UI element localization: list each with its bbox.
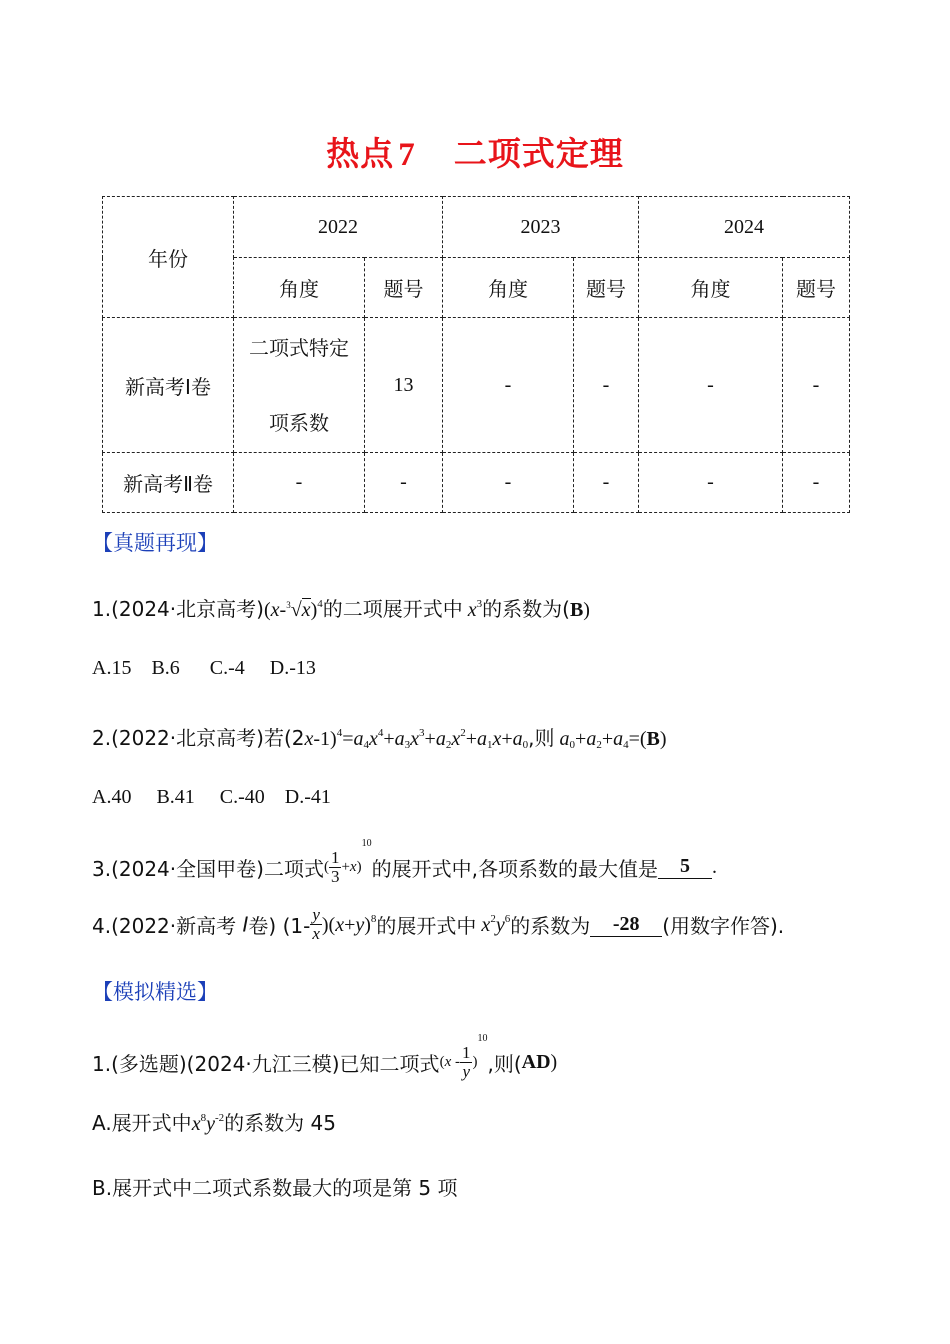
q3-prefix: 3.(2024·全国甲卷)二项式 bbox=[92, 856, 324, 881]
q1-answer: B bbox=[569, 599, 584, 621]
title-prefix: 热点 bbox=[326, 134, 395, 173]
q4-suffix: 的系数为 bbox=[510, 914, 591, 938]
fraction-one-over-y: $\frac{1}{y}$ bbox=[461, 1042, 471, 1081]
row-label-exam-1: 新高考Ⅰ卷 bbox=[103, 318, 234, 453]
title-number: 7 bbox=[398, 137, 416, 173]
year-2022: 2022 bbox=[234, 197, 443, 258]
row-label-exam-2: 新高考Ⅱ卷 bbox=[103, 453, 234, 513]
table-cell: - bbox=[234, 453, 365, 513]
year-header: 年份 bbox=[103, 197, 234, 318]
number-header: 题号 bbox=[783, 258, 850, 318]
q4-roman: Ⅰ bbox=[242, 912, 249, 937]
m1-then: ,则( bbox=[487, 1051, 522, 1076]
table-cell: - bbox=[443, 318, 574, 453]
q3-answer: 5 bbox=[658, 855, 712, 879]
number-header: 题号 bbox=[365, 258, 443, 318]
q1-middle: 的二项展开式中 bbox=[322, 597, 463, 621]
m1-prefix: 1.(多选题)(2024·九江三模)已知二项式 bbox=[92, 1051, 440, 1076]
q1-options-text: A.15 B.6 C.-4 D.-13 bbox=[92, 657, 316, 679]
number-header: 题号 bbox=[574, 258, 639, 318]
q4-prefix: 4.(2022·新高考 bbox=[92, 914, 243, 938]
optB-text: B.展开式中二项式系数最大的项是第 5 项 bbox=[92, 1176, 458, 1200]
option-a: A.展开式中$x^8y^{-2}$的系数为 45 bbox=[92, 1111, 336, 1135]
question-1: 1.(2024·北京高考)$(x-^3√x)^4$的二项展开式中 $x^3$的系数为(B) bbox=[92, 597, 590, 621]
title-text: 二项式定理 bbox=[453, 134, 624, 173]
m1-answer: AD bbox=[521, 1050, 551, 1073]
table-cell: - bbox=[574, 453, 639, 513]
table-cell bbox=[234, 318, 365, 453]
angle-header: 角度 bbox=[639, 258, 783, 318]
table-cell: - bbox=[639, 453, 783, 513]
fraction-one-third: $\frac{1}{3}$ bbox=[330, 847, 340, 886]
q2-options-text: A.40 B.41 C.-40 D.-41 bbox=[92, 786, 331, 808]
q1-prefix: 1.(2024·北京高考) bbox=[92, 597, 264, 621]
cell-line: 二项式特定 bbox=[249, 335, 349, 360]
q2-then: ,则 bbox=[528, 726, 555, 750]
question-4: 4.(2022·新高考 Ⅰ卷) (1- $\frac{y}{x}$ )$(x+y)^8$的展开式中 $x^2y^6$的系数为 -28 (用数字作答). bbox=[92, 905, 785, 943]
q4-after-roman: 卷) (1- bbox=[248, 914, 311, 938]
year-2023: 2023 bbox=[443, 197, 639, 258]
table-cell: 13 bbox=[365, 318, 443, 453]
q2-options bbox=[92, 786, 331, 809]
angle-header: 角度 bbox=[234, 258, 365, 318]
question-3: 3.(2024·全国甲卷)二项式( $\frac{1}{3}$ +x)$^{10}$的展开式中,各项系数的最大值是 5 . bbox=[92, 838, 717, 886]
table-cell: - bbox=[783, 453, 850, 513]
q2-prefix: 2.(2022·北京高考)若(2 bbox=[92, 726, 305, 750]
q1-options bbox=[92, 657, 316, 680]
exam-stats-table bbox=[102, 196, 850, 513]
table-cell: - bbox=[365, 453, 443, 513]
table-cell: - bbox=[639, 318, 783, 453]
table-cell: - bbox=[443, 453, 574, 513]
q1-suffix: 的系数为( bbox=[482, 597, 570, 621]
year-2024: 2024 bbox=[639, 197, 850, 258]
section-mock-selection: 【模拟精选】 bbox=[92, 980, 218, 1004]
section-real-exam: 【真题再现】 bbox=[92, 531, 218, 555]
fraction-y-over-x: $\frac{y}{x}$ bbox=[312, 905, 320, 943]
question-2: 2.(2022·北京高考)若$(2x-1)^4=a_4x^4+a_3x^3+a_2x^2+a_1x+a_0$,则 $a_0+a_2+a_4=(B)$ bbox=[92, 726, 667, 751]
q3-middle: 的展开式中,各项系数的最大值是 bbox=[371, 856, 658, 881]
cell-line: 项系数 bbox=[269, 410, 329, 435]
q4-answer: -28 bbox=[590, 913, 662, 937]
mock-question-1: 1.(多选题)(2024·九江三模)已知二项式(x - $\frac{1}{y}$ )$^{10}$,则(AD) bbox=[92, 1033, 558, 1081]
optA-suffix: 的系数为 45 bbox=[224, 1111, 336, 1135]
page-title bbox=[0, 128, 950, 175]
table-cell: - bbox=[574, 318, 639, 453]
option-b bbox=[92, 1172, 458, 1201]
optA-prefix: A.展开式中 bbox=[92, 1111, 192, 1135]
q4-tail: (用数字作答). bbox=[662, 914, 785, 938]
q2-answer: B bbox=[646, 728, 660, 750]
table-cell: - bbox=[783, 318, 850, 453]
q4-middle: 的展开式中 bbox=[376, 914, 477, 938]
angle-header: 角度 bbox=[443, 258, 574, 318]
